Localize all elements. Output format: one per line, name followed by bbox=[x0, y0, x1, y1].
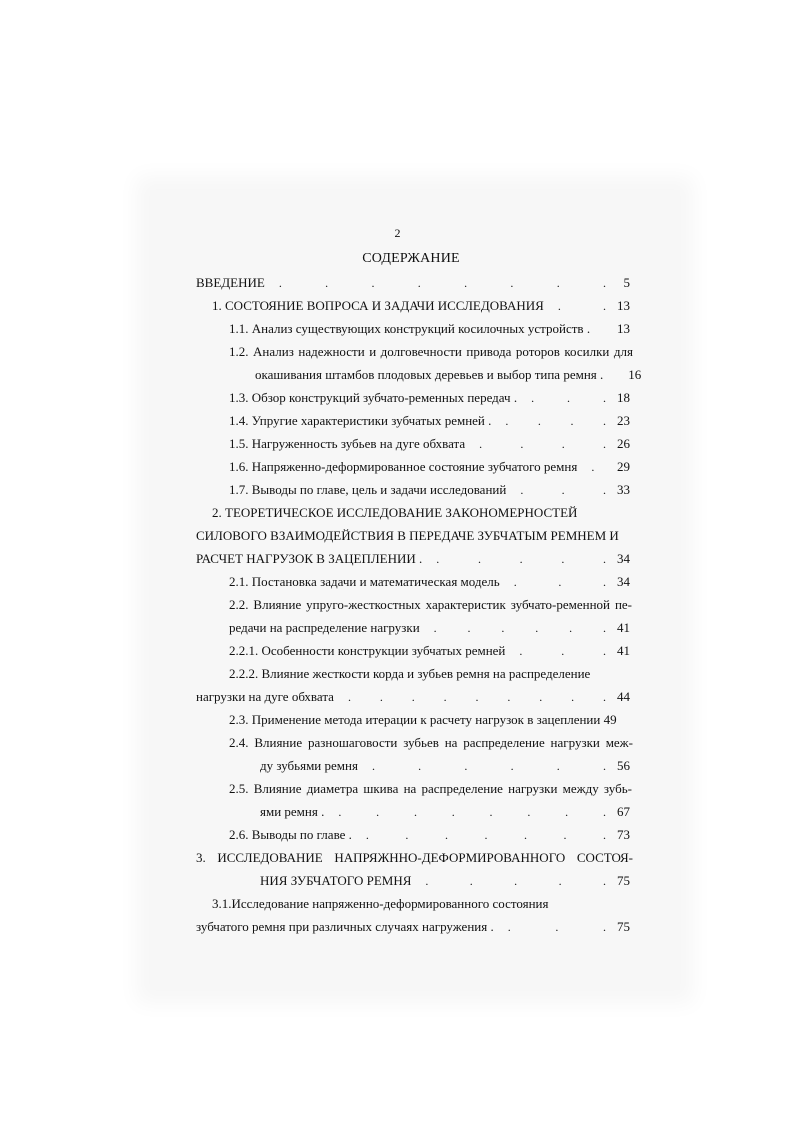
toc-entry-page: 75 bbox=[617, 873, 630, 888]
toc-entry bbox=[229, 411, 630, 431]
toc-entry-page: 18 bbox=[617, 390, 630, 405]
toc-entry bbox=[196, 549, 630, 569]
page-title: СОДЕРЖАНИЕ bbox=[362, 251, 460, 266]
toc-entry-page: 34 bbox=[617, 551, 630, 566]
toc-entry bbox=[260, 871, 630, 891]
toc-entry-page: 44 bbox=[617, 689, 630, 704]
toc-entry-label: зубчатого ремня при различных случаях нагружения . bbox=[196, 919, 494, 934]
toc-entry-page: 33 bbox=[617, 482, 630, 497]
toc-entry-label: 1.6. Напряженно-деформированное состояние зубчатого ремня bbox=[229, 459, 578, 474]
toc-leader: . . . . bbox=[479, 437, 606, 451]
toc-leader: . . . . . . bbox=[433, 621, 606, 635]
toc-entry-page: 67 bbox=[617, 804, 630, 819]
toc-entry bbox=[260, 802, 630, 822]
toc-entry bbox=[229, 572, 630, 592]
toc-entry bbox=[196, 273, 630, 293]
toc-entry-label: 2.2.2. Влияние жесткости корда и зубьев ремня на распределение bbox=[229, 666, 591, 681]
toc-entry-label: нагрузки на дуге обхвата bbox=[196, 689, 334, 704]
toc-entry bbox=[229, 434, 630, 454]
toc-leader: . . . bbox=[519, 644, 606, 658]
toc-entry bbox=[229, 319, 630, 339]
toc-entry-label: 2.6. Выводы по главе . bbox=[229, 827, 352, 842]
toc-entry-label: 1.5. Нагруженность зубьев на дуге обхвата bbox=[229, 436, 466, 451]
toc-entry bbox=[229, 388, 630, 408]
toc-entry-label: 1.1. Анализ существующих конструкций косилочных устройств . bbox=[229, 321, 591, 336]
toc-leader: . . . . . bbox=[436, 552, 606, 566]
toc-leader: . . . . bbox=[505, 414, 606, 428]
toc-entry bbox=[229, 457, 630, 477]
toc-entry bbox=[196, 917, 630, 937]
toc-entry bbox=[229, 825, 630, 845]
toc-entry-label: ду зубьями ремня bbox=[260, 758, 358, 773]
toc-entry-page: 16 bbox=[628, 367, 642, 382]
toc-leader: . . . bbox=[520, 483, 606, 497]
toc-entry-label: НИЯ ЗУБЧАТОГО РЕМНЯ bbox=[260, 873, 412, 888]
toc-entry bbox=[229, 480, 630, 500]
toc-entry-page: 29 bbox=[617, 459, 630, 474]
toc-entry-label: 1.7. Выводы по главе, цель и задачи исследований bbox=[229, 482, 507, 497]
toc-leader: . . bbox=[557, 299, 606, 313]
toc-entry bbox=[229, 641, 630, 661]
toc-entry-page: 41 bbox=[617, 620, 630, 635]
toc-entry-label: 2.3. Применение метода итерации к расчету нагрузок в зацеплении 49 bbox=[229, 712, 617, 727]
toc-leader: . . . . . . . . bbox=[278, 276, 606, 290]
toc-entry-label: СИЛОВОГО ВЗАИМОДЕЙСТВИЯ В ПЕРЕДАЧЕ ЗУБЧАТЫМ РЕМНЕМ И bbox=[196, 528, 619, 543]
toc-entry bbox=[196, 687, 630, 707]
toc-entry-page: 73 bbox=[617, 827, 630, 842]
toc-entry-label: 2.2.1. Особенности конструкции зубчатых ремней bbox=[229, 643, 506, 658]
toc-entry-page: 41 bbox=[617, 643, 630, 658]
toc-entry-label: 2. ТЕОРЕТИЧЕСКОЕ ИССЛЕДОВАНИЕ ЗАКОНОМЕРНОСТЕЙ bbox=[212, 505, 578, 520]
toc-entry bbox=[260, 756, 630, 776]
toc-leader: . . . . . bbox=[425, 874, 606, 888]
toc-entry-page: 26 bbox=[617, 436, 630, 451]
toc-entry-label: 2.5. Влияние диаметра шкива на распределение нагрузки между зубь- bbox=[229, 781, 632, 796]
toc-entry-label: 2.2. Влияние упруго-жесткостных характеристик зубчато-ременной пе- bbox=[229, 597, 632, 612]
toc-leader: . . . . . . bbox=[371, 759, 606, 773]
toc-entry-label: 2.1. Постановка задачи и математическая модель bbox=[229, 574, 500, 589]
toc-leader: . . . bbox=[531, 391, 606, 405]
toc-entry-page: 23 bbox=[617, 413, 630, 428]
toc-leader: . . . . . . . . bbox=[338, 805, 606, 819]
toc-entry-label: РАСЧЕТ НАГРУЗОК В ЗАЦЕПЛЕНИИ . bbox=[196, 551, 423, 566]
toc-entry-page: 13 bbox=[617, 321, 630, 336]
toc-leader: . . . . . . . . . bbox=[347, 690, 606, 704]
toc-entry-page: 34 bbox=[617, 574, 630, 589]
toc-entry bbox=[212, 296, 630, 316]
toc-entry-label: редачи на распределение нагрузки bbox=[229, 620, 420, 635]
toc-entry bbox=[255, 365, 642, 385]
toc-entry-label: 1.2. Анализ надежности и долговечности привода роторов косилки для bbox=[229, 344, 633, 359]
toc-leader: . . . bbox=[513, 575, 606, 589]
toc-entry-page: 56 bbox=[617, 758, 630, 773]
toc-entry-label: 2.4. Влияние разношаговости зубьев на распределение нагрузки меж- bbox=[229, 735, 633, 750]
toc-entry-label: 3. ИССЛЕДОВАНИЕ НАПРЯЖННО-ДЕФОРМИРОВАННОГО СОСТОЯ- bbox=[196, 850, 633, 865]
toc-entry-label: 1.4. Упругие характеристики зубчатых ремней . bbox=[229, 413, 492, 428]
toc-entry-label: окашивания штамбов плодовых деревьев и выбор типа ремня . bbox=[255, 367, 604, 382]
toc-entry-label: 1.3. Обзор конструкций зубчато-ременных передач . bbox=[229, 390, 518, 405]
toc-entry-label: 1. СОСТОЯНИЕ ВОПРОСА И ЗАДАЧИ ИССЛЕДОВАНИЯ bbox=[212, 298, 544, 313]
toc-entry-page: 13 bbox=[617, 298, 630, 313]
toc-leader: . bbox=[591, 460, 595, 474]
toc-entry bbox=[229, 618, 630, 638]
page-number: 2 bbox=[394, 226, 401, 240]
toc-entry-label: ями ремня . bbox=[260, 804, 325, 819]
toc-entry-label: 3.1.Исследование напряженно-деформированного состояния bbox=[212, 896, 549, 911]
toc-leader: . . . . . . . bbox=[365, 828, 606, 842]
toc-leader: . . . bbox=[507, 920, 606, 934]
toc-entry-label: ВВЕДЕНИЕ bbox=[196, 275, 265, 290]
toc-entry-page: 5 bbox=[623, 275, 630, 290]
toc-entry-page: 75 bbox=[617, 919, 630, 934]
